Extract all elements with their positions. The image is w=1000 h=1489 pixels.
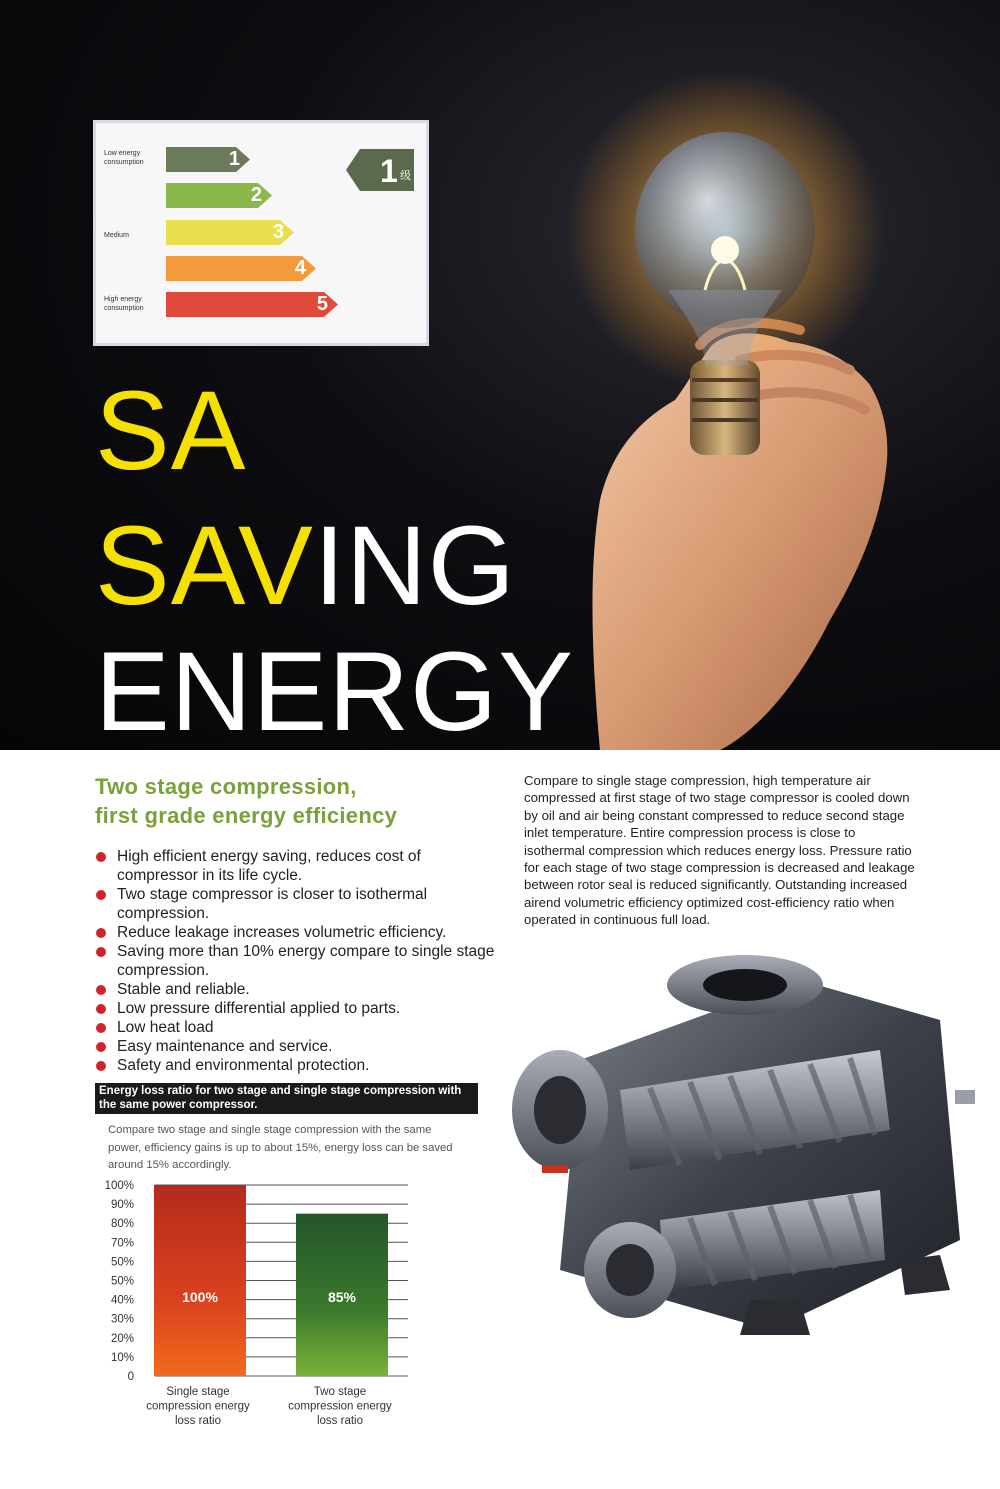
energy-efficiency-label	[93, 120, 429, 346]
medium-energy-label: Medium	[104, 232, 129, 239]
y-tick-label: 70%	[110, 1237, 134, 1250]
chart-bar	[154, 1185, 246, 1376]
grade-badge-number: 1	[380, 153, 398, 189]
hero-title-ing: ING	[313, 503, 516, 628]
feature-item: Reduce leakage increases volumetric efficiency.	[95, 923, 505, 942]
feature-item: High efficient energy saving, reduces cost of compressor in its life cycle.	[95, 847, 505, 885]
bar-data-label: 85%	[327, 1289, 357, 1305]
x-category-label: Single stage compression energy loss ratio	[146, 1386, 250, 1427]
hero-title-line-3	[95, 629, 574, 750]
feature-item: Low pressure differential applied to parts.	[95, 999, 505, 1018]
feature-item: Low heat load	[95, 1018, 505, 1037]
headline-line-2: first grade energy efficiency	[95, 803, 398, 828]
bar-data-label: 100%	[182, 1289, 218, 1305]
y-tick-label: 40%	[110, 1294, 134, 1307]
y-tick-label: 50%	[110, 1275, 134, 1288]
high-energy-label: High energy consumption	[104, 296, 144, 312]
energy-grade-bar-3: 3	[166, 220, 294, 245]
feature-item: Safety and environmental protection.	[95, 1056, 505, 1075]
y-tick-label: 0	[127, 1371, 134, 1383]
y-tick-label: 30%	[110, 1313, 134, 1326]
section-headline	[95, 772, 397, 830]
y-tick-label: 100%	[104, 1180, 134, 1192]
feature-list	[95, 847, 505, 1075]
chart-y-axis	[105, 1180, 134, 1383]
y-tick-label: 10%	[110, 1351, 134, 1364]
feature-item: Two stage compressor is closer to isothermal compression.	[95, 885, 505, 923]
energy-grade-bar-4: 4	[166, 256, 316, 281]
hero-title-line-1	[95, 368, 247, 493]
hero-title-sav: SAV	[95, 503, 314, 628]
chart-note: Compare two stage and single stage compression with the same power, efficiency gains is up to about 15%, energy loss can be saved around 15% accordingly.	[108, 1124, 453, 1171]
hero-title-line-2	[95, 503, 516, 628]
grade-badge-char: 级	[400, 169, 411, 182]
headline-line-1: Two stage compression,	[95, 774, 357, 799]
energy-loss-bar-chart	[95, 1178, 425, 1438]
chart-header: Energy loss ratio for two stage and single stage compression with the same power compressor.	[95, 1083, 478, 1114]
y-tick-label: 50%	[110, 1256, 134, 1269]
hero-title-sa: SA	[95, 368, 247, 493]
low-energy-label: Low energy consumption	[104, 150, 144, 166]
y-tick-label: 80%	[110, 1218, 134, 1231]
hero-title-energy: ENERGY	[95, 629, 574, 750]
y-tick-label: 20%	[110, 1332, 134, 1345]
energy-grade-bar-1: 1	[166, 147, 250, 172]
y-tick-label: 90%	[110, 1199, 134, 1212]
twin-screw-compressor-illustration	[500, 940, 980, 1340]
feature-item: Saving more than 10% energy compare to single stage compression.	[95, 942, 505, 980]
description-paragraph: Compare to single stage compression, high temperature air compressed at first stage of two stage compressor is cooled down by oil and air being constant compressed to reduce second stage inlet temperature. Entire compression process is close to isothermal compression which reduces energy loss. Pressure ratio for each stage of two stage compression is decreased and leakage between rotor seal is reduced significantly. Outstanding increased airend volumetric efficiency optimized cost-efficiency ratio when operated in continuous full load.	[524, 773, 915, 928]
grade-1-badge	[346, 149, 414, 196]
feature-item: Easy maintenance and service.	[95, 1037, 505, 1056]
x-category-label: Two stage compression energy loss ratio	[288, 1386, 392, 1427]
energy-grade-bar-2: 2	[166, 183, 272, 208]
energy-grade-bar-5: 5	[166, 292, 338, 317]
chart-x-axis	[146, 1386, 392, 1427]
feature-item: Stable and reliable.	[95, 980, 505, 999]
